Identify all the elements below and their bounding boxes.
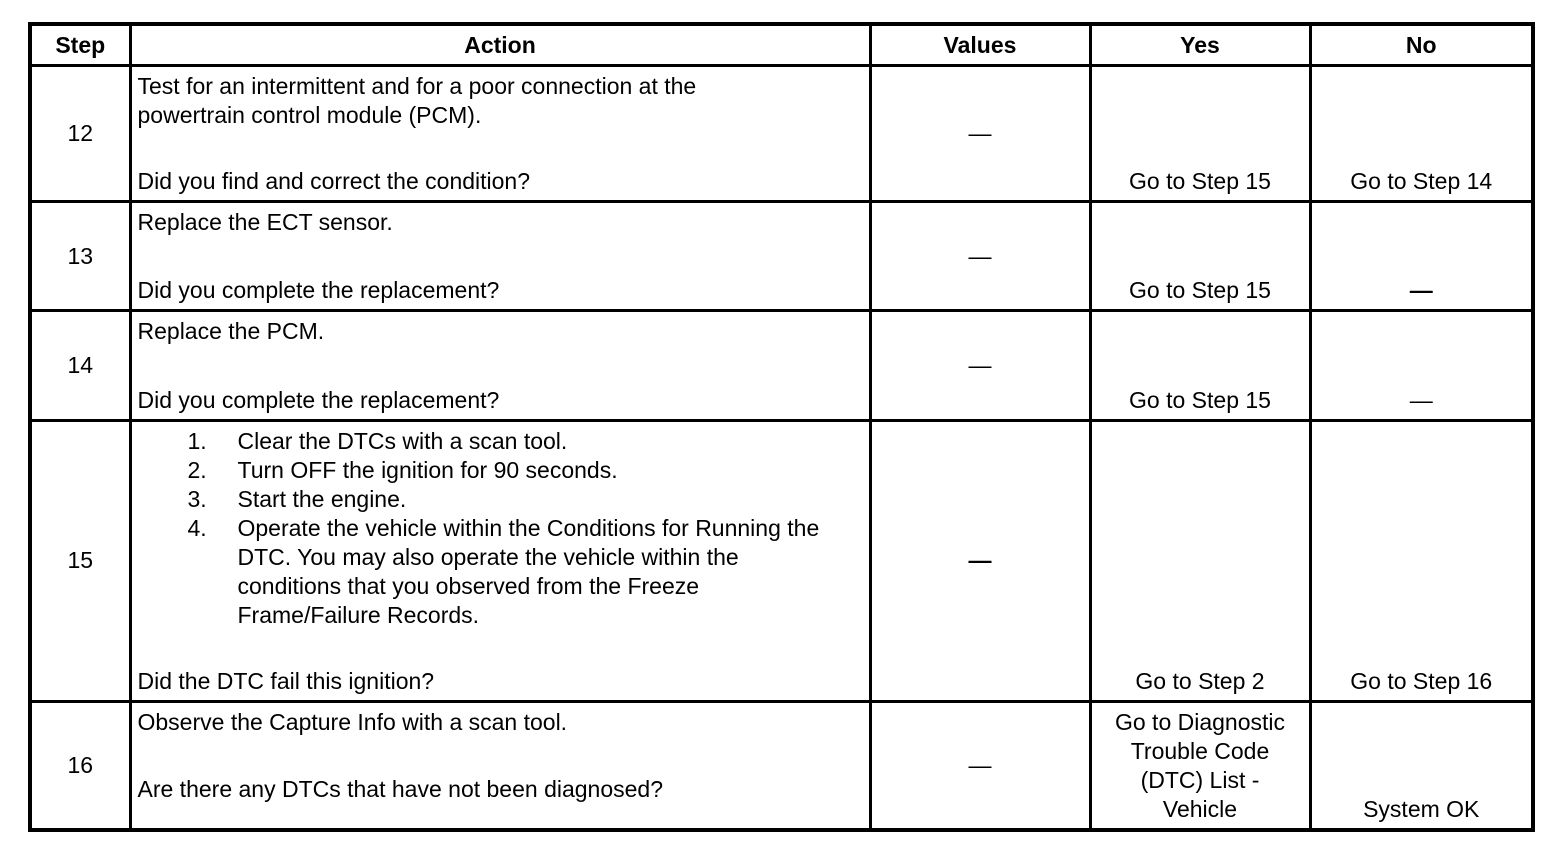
yes-cell: Go to Step 15	[1090, 202, 1310, 311]
action-cell	[130, 202, 870, 311]
no-cell: —	[1310, 311, 1533, 420]
header-action: Action	[130, 24, 870, 66]
step-number: 15	[30, 420, 130, 702]
yes-cell: Go to Diagnostic Trouble Code (DTC) List - Vehicle	[1090, 702, 1310, 830]
action-steps-list	[138, 427, 863, 630]
action-question: Did the DTC fail this ignition?	[137, 668, 435, 695]
action-cell	[130, 702, 870, 830]
action-text: Replace the PCM.	[137, 318, 325, 345]
step-number: 14	[30, 311, 130, 420]
table-row	[30, 66, 1533, 202]
table-row	[30, 311, 1533, 420]
values-cell: —	[870, 311, 1090, 420]
no-cell: Go to Step 16	[1310, 420, 1533, 702]
action-question: Did you find and correct the condition?	[137, 168, 531, 195]
header-step: Step	[30, 24, 130, 66]
values-cell: —	[870, 420, 1090, 702]
header-no: No	[1310, 24, 1533, 66]
action-step-item: Turn OFF the ignition for 90 seconds.	[237, 456, 618, 483]
yes-cell: Go to Step 15	[1090, 66, 1310, 202]
step-number: 12	[30, 66, 130, 202]
action-question: Are there any DTCs that have not been diagnosed?	[137, 776, 664, 803]
step-number: 13	[30, 202, 130, 311]
yes-cell: Go to Step 2	[1090, 420, 1310, 702]
header-row	[30, 24, 1533, 66]
no-cell: Go to Step 14	[1310, 66, 1533, 202]
action-cell	[130, 66, 870, 202]
action-question: Did you complete the replacement?	[137, 277, 500, 304]
values-cell: —	[870, 702, 1090, 830]
header-yes: Yes	[1090, 24, 1310, 66]
no-cell: —	[1310, 202, 1533, 311]
step-number: 16	[30, 702, 130, 830]
action-question: Did you complete the replacement?	[137, 386, 500, 413]
diagnostic-table	[28, 22, 1535, 832]
yes-cell: Go to Step 15	[1090, 311, 1310, 420]
action-cell	[130, 420, 870, 702]
action-text: Observe the Capture Info with a scan tool.	[137, 709, 568, 736]
action-step-item: Start the engine.	[237, 485, 407, 512]
action-step-item: Clear the DTCs with a scan tool.	[237, 427, 568, 454]
values-cell: —	[870, 66, 1090, 202]
table-row	[30, 202, 1533, 311]
table-row	[30, 420, 1533, 702]
values-cell: —	[870, 202, 1090, 311]
header-values: Values	[870, 24, 1090, 66]
action-text: Replace the ECT sensor.	[137, 209, 393, 236]
no-cell: System OK	[1310, 702, 1533, 830]
table-row	[30, 702, 1533, 830]
action-cell	[130, 311, 870, 420]
action-step-item: Operate the vehicle within the Conditions for Running the DTC. You may also operate the vehicle within the conditions that you observed from the Freeze Frame/Failure Records.	[237, 514, 820, 628]
action-text: Test for an intermittent and for a poor connection at the powertrain control module (PCM).	[137, 73, 697, 128]
